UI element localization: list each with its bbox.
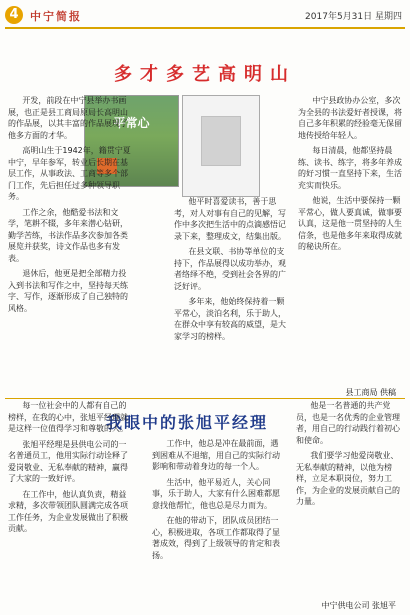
article2-column-c xyxy=(296,400,402,512)
paragraph: 张旭平经理是县供电公司的一名普通员工，他用实际行动诠释了爱岗敬业、无私奉献的精神，赢得了大家的一致好评。 xyxy=(8,439,128,483)
article2-column-a xyxy=(8,400,130,539)
book-cover-title: 平常心 xyxy=(113,116,150,130)
paragraph: 高明山生于1942年，籍贯宁夏中宁，早年参军，转业后长期在基层工作，从事政法、工商等多个部门工作，先后担任过多种领导职务。 xyxy=(8,146,131,201)
paragraph: 中宁县政协办公室，多次为全县的书法爱好者授课，将自己多年积累的经验毫无保留地传授给年轻人。 xyxy=(298,96,402,140)
portrait-placeholder xyxy=(201,116,241,166)
paragraph: 在他的带动下，团队成员团结一心，积极进取，各项工作都取得了显著成效，得到了上级领导的肯定和表扬。 xyxy=(152,516,280,560)
paragraph: 生活中，他平易近人，关心同事，乐于助人，大家有什么困难都愿意找他帮忙，他也总是尽力而为。 xyxy=(152,477,280,510)
dateline: 2017年5月31日 星期四 xyxy=(305,12,402,22)
article2-column-b xyxy=(152,438,284,565)
article2-byline: 中宁供电公司 张旭平 xyxy=(321,601,396,610)
paragraph: 多年来，他始终保持着一颗平常心，淡泊名利，乐于助人，在群众中享有较高的威望，是大家学习的榜样。 xyxy=(174,297,286,341)
article1-byline: 县工商局 供稿 xyxy=(345,388,396,397)
id-card-photo xyxy=(182,95,260,197)
article-title: 多才多艺高明山 xyxy=(114,64,296,85)
paragraph: 在县文联、书协等单位的支持下，作品展得以成功举办，观者络绎不绝，受到社会各界的广泛好评。 xyxy=(174,247,286,291)
article1-column-a xyxy=(8,95,133,318)
paragraph: 他是一名普通的共产党员，也是一名优秀的企业管理者，用自己的行动践行着初心和使命。 xyxy=(296,401,400,445)
header-rule xyxy=(5,27,405,29)
paragraph: 在工作中，他认真负责，精益求精，多次带领团队圆满完成各项工作任务，为企业发展做出了积极贡献。 xyxy=(8,489,128,533)
paragraph: 工作中，他总是冲在最前面，遇到困难从不退缩，用自己的实际行动影响和带动着身边的每一个人。 xyxy=(152,439,280,471)
paragraph: 我们要学习他爱岗敬业、无私奉献的精神，以他为榜样，立足本职岗位，努力工作，为企业的发展贡献自己的力量。 xyxy=(296,451,400,506)
paragraph: 工作之余，他酷爱书法和文学，笔耕不辍，多年来潜心钻研，勤学苦练，书法作品多次参加各类展览并获奖，诗文作品也多有发表。 xyxy=(8,207,128,263)
paragraph: 开发，前段在中宁县举办书画展，也正是县工商局原局长高明山的作品展，以其丰富的作品展现了他多方面的才华。 xyxy=(8,96,128,140)
page-header xyxy=(0,0,410,24)
paragraph: 他平时喜爱读书，善于思考，对人对事有自己的见解，写作中多次把生活中的点滴感悟记录下来，整理成文，结集出版。 xyxy=(174,197,286,241)
page-number: 4 xyxy=(5,6,23,24)
article1-column-b xyxy=(174,196,290,346)
masthead: 中宁简报 xyxy=(30,10,82,23)
article2-title: 我眼中的张旭平经理 xyxy=(106,413,269,432)
paragraph: 每一位社会中的人都有自己的榜样，在我的心中，张旭平经理就是这样一位值得学习和尊敬的人。 xyxy=(8,401,128,433)
paragraph: 退休后，他更是把全部精力投入到书法和写作之中，坚持每天练字、写作，逐渐形成了自己独特的风格。 xyxy=(8,269,128,313)
paragraph: 他说，生活中要保持一颗平常心，做人要真诚，做事要认真，这是他一贯坚持的人生信条，也是他多年来取得成就的秘诀所在。 xyxy=(298,196,402,251)
section-rule xyxy=(5,398,405,399)
article1-column-c xyxy=(298,95,402,257)
paragraph: 每日清晨，他都坚持晨练、读书、练字，将多年养成的好习惯一直坚持下来，生活充实而快乐。 xyxy=(298,146,402,190)
